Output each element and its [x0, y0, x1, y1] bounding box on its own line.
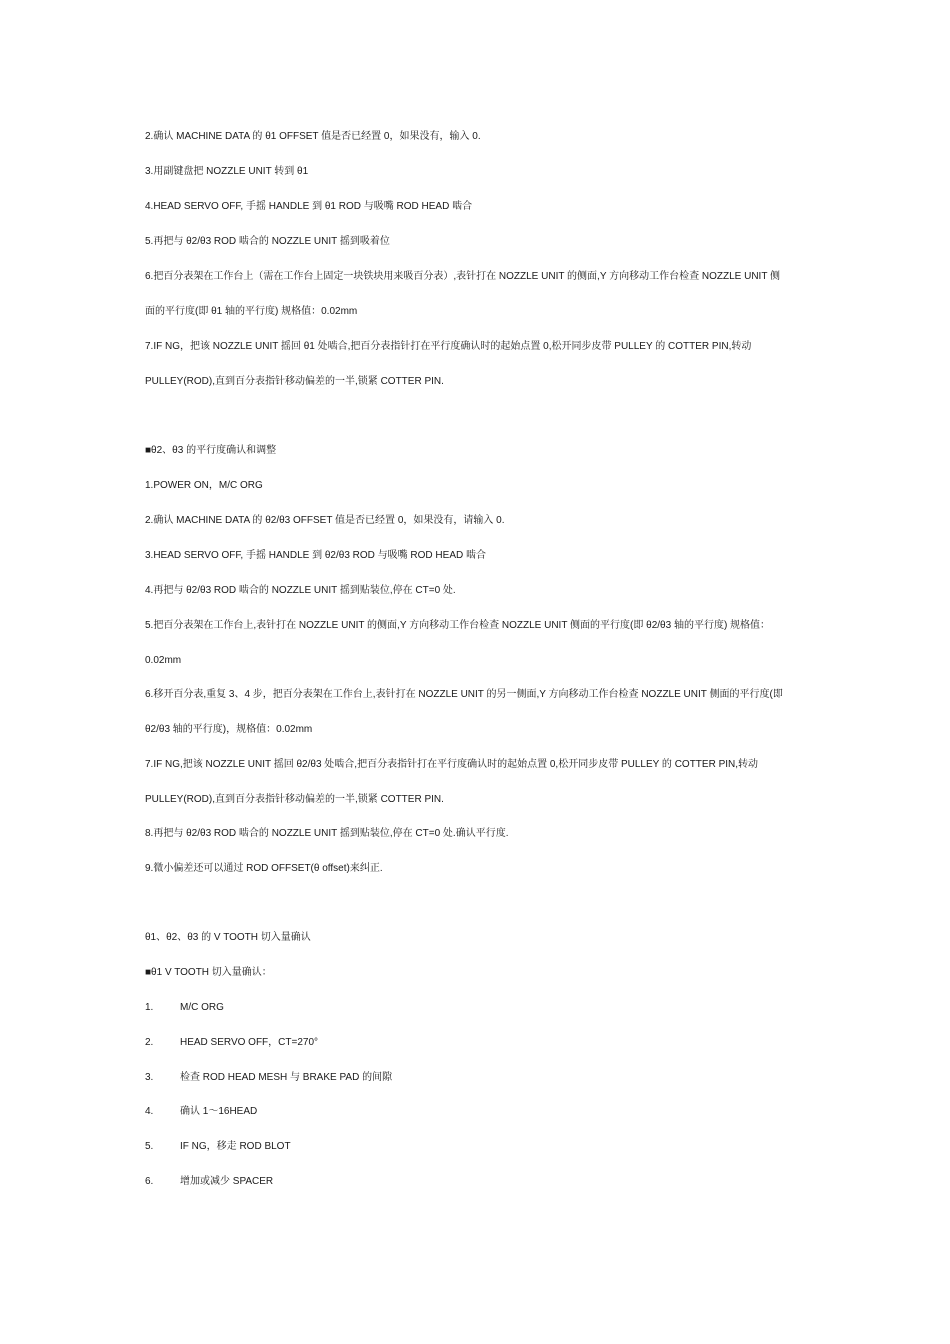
step-number: 4. — [145, 1106, 154, 1117]
s2-line-6: 0.02mm — [145, 655, 182, 666]
s1-line-8: PULLEY(ROD),直到百分表指针移动偏差的一半,锁紧 COTTER PIN. — [145, 376, 444, 387]
s1-line-6: 面的平行度(即 θ1 轴的平行度) 规格值：0.02mm — [145, 306, 358, 317]
step-text: IF NG，移走 ROD BLOT — [180, 1141, 291, 1152]
step-number: 1. — [145, 1002, 154, 1013]
step-number: 2. — [145, 1037, 154, 1048]
s2-line-1: 1.POWER ON，M/C ORG — [145, 480, 263, 491]
s2-line-10: PULLEY(ROD),直到百分表指针移动偏差的一半,锁紧 COTTER PIN. — [145, 794, 444, 805]
s2-heading: ■θ2、θ3 的平行度确认和调整 — [145, 445, 277, 456]
s3-subheading: ■θ1 V TOOTH 切入量确认： — [145, 967, 272, 978]
step-text: 检查 ROD HEAD MESH 与 BRAKE PAD 的间隙 — [180, 1072, 393, 1083]
s2-line-11: 8.再把与 θ2/θ3 ROD 啮合的 NOZZLE UNIT 摇到贴装位,停在 CT=0 处.确认平行度. — [145, 828, 509, 839]
step-text: 增加或减少 SPACER — [180, 1176, 274, 1187]
s1-line-1: 2.确认 MACHINE DATA 的 θ1 OFFSET 值是否已经置 0，如果没有，输入 0. — [145, 131, 481, 142]
s1-line-5: 6.把百分表架在工作台上（需在工作台上固定一块铁块用来吸百分表）,表针打在 NOZZLE UNIT 的侧面,Y 方向移动工作台检查 NOZZLE UNIT 侧 — [145, 271, 781, 282]
s2-line-7: 6.移开百分表,重复 3、4 步，把百分表架在工作台上,表针打在 NOZZLE UNIT 的另一侧面,Y 方向移动工作台检查 NOZZLE UNIT 侧面的平行度(即 — [145, 689, 783, 700]
s2-line-2: 2.确认 MACHINE DATA 的 θ2/θ3 OFFSET 值是否已经置 0，如果没有，请输入 0. — [145, 515, 505, 526]
step-text: HEAD SERVO OFF，CT=270° — [180, 1037, 319, 1048]
s2-line-4: 4.再把与 θ2/θ3 ROD 啮合的 NOZZLE UNIT 摇到贴装位,停在 CT=0 处. — [145, 585, 456, 596]
s1-line-3: 4.HEAD SERVO OFF, 手摇 HANDLE 到 θ1 ROD 与吸嘴 ROD HEAD 啮合 — [145, 201, 473, 212]
step-number: 6. — [145, 1176, 154, 1187]
s2-line-3: 3.HEAD SERVO OFF, 手摇 HANDLE 到 θ2/θ3 ROD 与吸嘴 ROD HEAD 啮合 — [145, 550, 486, 561]
s2-line-12: 9.微小偏差还可以通过 ROD OFFSET(θ offset)来纠正. — [145, 863, 383, 874]
step-number: 3. — [145, 1072, 154, 1083]
step-number: 5. — [145, 1141, 154, 1152]
s2-line-9: 7.IF NG,把该 NOZZLE UNIT 摇回 θ2/θ3 处啮合,把百分表指针打在平行度确认时的起始点置 0,松开同步皮带 PULLEY 的 COTTER PIN,转动 — [145, 759, 759, 770]
s2-line-5: 5.把百分表架在工作台上,表针打在 NOZZLE UNIT 的侧面,Y 方向移动工作台检查 NOZZLE UNIT 侧面的平行度(即 θ2/θ3 轴的平行度) 规格值： — [145, 620, 771, 631]
s1-line-7: 7.IF NG，把该 NOZZLE UNIT 摇回 θ1 处啮合,把百分表指针打在平行度确认时的起始点置 0,松开同步皮带 PULLEY 的 COTTER PIN,转动 — [145, 341, 752, 352]
s3-heading: θ1、θ2、θ3 的 V TOOTH 切入量确认 — [145, 932, 311, 943]
step-text: M/C ORG — [180, 1002, 224, 1013]
s2-line-8: θ2/θ3 轴的平行度)，规格值：0.02mm — [145, 724, 313, 735]
s1-line-4: 5.再把与 θ2/θ3 ROD 啮合的 NOZZLE UNIT 摇到吸着位 — [145, 236, 390, 247]
s1-line-2: 3.用副键盘把 NOZZLE UNIT 转到 θ1 — [145, 166, 309, 177]
step-text: 确认 1～16HEAD — [180, 1106, 258, 1117]
